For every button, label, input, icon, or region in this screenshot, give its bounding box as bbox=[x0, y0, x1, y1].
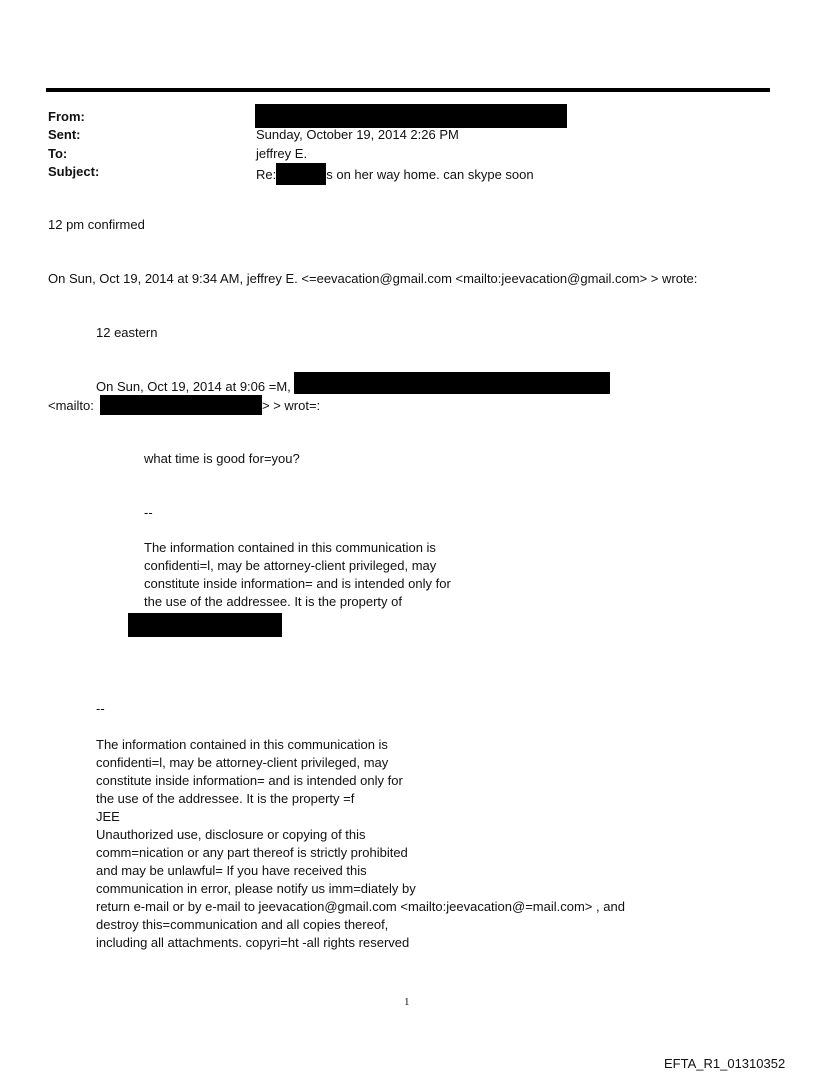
quote1-text: 12 eastern bbox=[96, 325, 158, 340]
to-label: To: bbox=[48, 146, 68, 161]
inner-disclaimer-line: The information contained in this communication is bbox=[144, 540, 436, 555]
redaction-subject bbox=[276, 163, 326, 185]
quote1-header: On Sun, Oct 19, 2014 at 9:34 AM, jeffrey E. <=eevacation@gmail.com <mailto:jeevacation@gmail.com> > wrote: bbox=[48, 271, 698, 286]
outer-disclaimer-line: destroy this=communication and all copies thereof, bbox=[96, 917, 389, 932]
subject-prefix: Re: bbox=[256, 167, 277, 182]
outer-disclaimer-line: confidenti=l, may be attorney-client privileged, may bbox=[96, 755, 389, 770]
header-rule bbox=[46, 88, 770, 92]
sent-label: Sent: bbox=[48, 127, 81, 142]
quote2-mailto-start: <mailto: bbox=[48, 398, 94, 413]
from-label: From: bbox=[48, 109, 85, 124]
redaction-quote2-sender bbox=[294, 372, 610, 394]
inner-disclaimer-line: constitute inside information= and is intended only for bbox=[144, 576, 451, 591]
page-number: 1 bbox=[404, 996, 410, 1008]
outer-disclaimer-line: comm=nication or any part thereof is strictly prohibited bbox=[96, 845, 408, 860]
inner-disclaimer-line: confidenti=l, may be attorney-client privileged, may bbox=[144, 558, 437, 573]
outer-disclaimer-line: constitute inside information= and is intended only for bbox=[96, 773, 403, 788]
quote2-header: On Sun, Oct 19, 2014 at 9:06 =M, bbox=[96, 379, 291, 394]
outer-disclaimer-line: return e-mail or by e-mail to jeevacation@gmail.com <mailto:jeevacation@=mail.com> , and bbox=[96, 899, 625, 914]
outer-disclaimer-line: the use of the addressee. It is the property =f bbox=[96, 791, 355, 806]
outer-disclaimer-line: communication in error, please notify us imm=diately by bbox=[96, 881, 416, 896]
redaction-from bbox=[255, 104, 567, 128]
outer-disclaimer-line: JEE bbox=[96, 809, 120, 824]
quote2-mailto-end: > > wrot=: bbox=[262, 398, 321, 413]
to-value: jeffrey E. bbox=[256, 146, 308, 161]
subject-label: Subject: bbox=[48, 164, 100, 179]
subject-rest: s on her way home. can skype soon bbox=[326, 167, 534, 182]
redaction-quote2-email bbox=[100, 395, 262, 415]
quote2-text: what time is good for=you? bbox=[144, 451, 300, 466]
outer-signature-dash: -- bbox=[96, 701, 105, 716]
inner-signature-dash: -- bbox=[144, 505, 153, 520]
sent-value: Sunday, October 19, 2014 2:26 PM bbox=[256, 127, 459, 142]
outer-disclaimer-line: Unauthorized use, disclosure or copying of this bbox=[96, 827, 366, 842]
redaction-inner-property bbox=[128, 613, 282, 637]
outer-disclaimer-line: The information contained in this communication is bbox=[96, 737, 388, 752]
subject-value bbox=[256, 163, 534, 185]
outer-disclaimer-line: including all attachments. copyri=ht -all rights reserved bbox=[96, 935, 410, 950]
inner-disclaimer-line: the use of the addressee. It is the property of bbox=[144, 594, 402, 609]
reply-text: 12 pm confirmed bbox=[48, 217, 145, 232]
outer-disclaimer-line: and may be unlawful= If you have received this bbox=[96, 863, 367, 878]
document-id: EFTA_R1_01310352 bbox=[664, 1056, 786, 1071]
